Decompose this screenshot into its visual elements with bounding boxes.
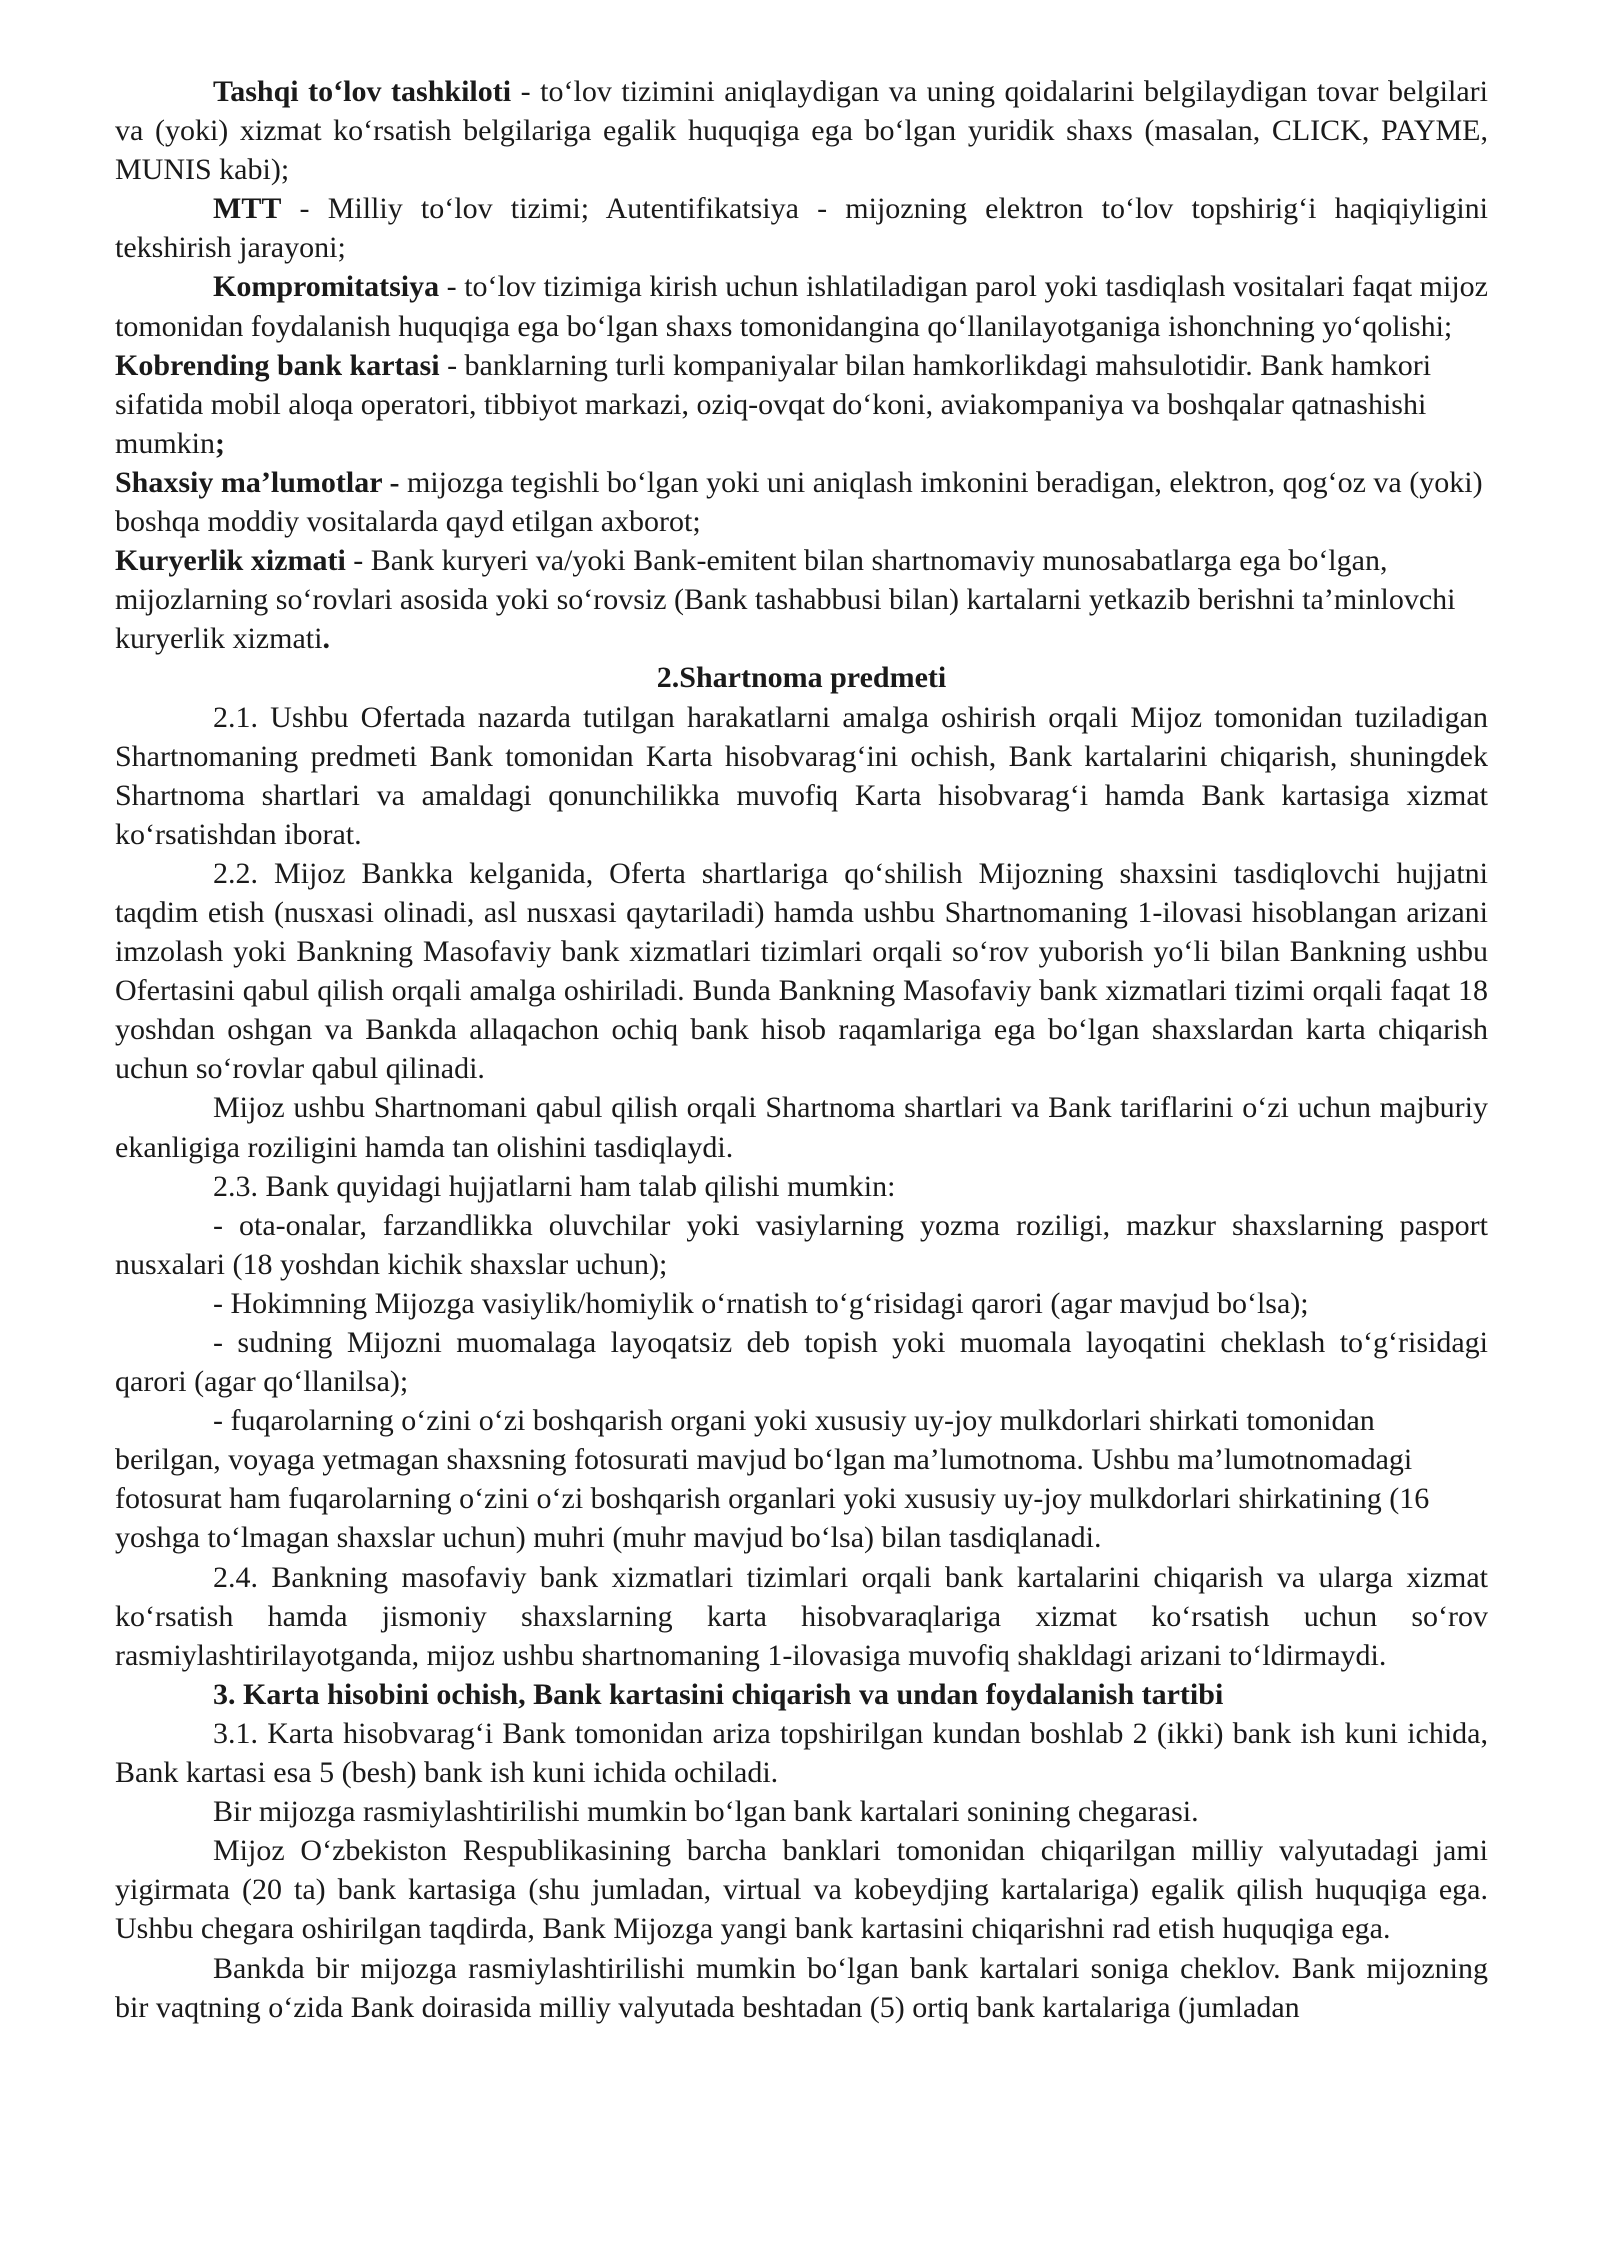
term: Kompromitatsiya xyxy=(213,270,440,304)
definition-external-payment-org xyxy=(115,72,1488,189)
list-item: - fuqarolarning o‘zini o‘zi boshqarish organi yoki xususiy uy-joy mulkdorlari shirkati tomonidan berilgan, voyaga yetmagan shaxsning fotosurati mavjud bo‘lgan ma’lumotnoma. Ushbu ma’lumotnomadagi fotosurat ham fuqarolarning o‘zini o‘zi boshqarish organlari yoki xususiy uy-joy mulkdorlari shirkatining (16 yoshga to‘lmagan shaxslar uchun) muhri (muhr mavjud bo‘lsa) bilan tasdiqlanadi. xyxy=(115,1404,1430,1555)
term: Tashqi to‘lov tashkiloti xyxy=(213,75,512,108)
term: Kobrending bank kartasi xyxy=(115,348,440,382)
definition-text: - banklarning turli kompaniyalar bilan hamkorlikdagi mahsulotidir. Bank hamkori sifatida mobil aloqa operatori, tibbiyot markazi, oziq-ovqat do‘koni, aviakompaniya va boshqalar qatnashishi mumkin xyxy=(115,348,1432,460)
definition-cobranding-card xyxy=(115,346,1488,463)
list-item: - Hokimning Mijozga vasiylik/homiylik o‘rnatish to‘g‘risidagi qarori (agar mavjud bo‘lsa); xyxy=(213,1286,1309,1320)
term: MTT xyxy=(213,192,282,226)
definition-text: - to‘lov tizimini aniqlaydigan va uning qoidalarini belgilaydigan tovar belgilari va (yoki) xizmat ko‘rsatish belgilariga egalik huquqiga ega bo‘lgan yuridik shaxs (masalan, CLICK, PAYME, MUNIS kabi); xyxy=(115,75,1488,187)
definition-text: - to‘lov tizimiga kirish uchun ishlatiladigan parol yoki tasdiqlash vositalari faqat mijoz tomonidan foydalanish huquqiga ega bo‘lgan shaxs tomonidangina qo‘llanilayotganiga ishonchning yo‘qolishi; xyxy=(115,270,1488,343)
definition-end: ; xyxy=(215,426,226,460)
clause-2-3: 2.3. Bank quyidagi hujjatlarni ham talab qilishi mumkin: xyxy=(213,1169,896,1203)
clause-2-1: 2.1. Ushbu Ofertada nazarda tutilgan harakatlarni amalga oshirish orqali Mijoz tomonidan tuziladigan Shartnomaning predmeti Bank tomonidan Karta hisobvarag‘ini ochish, Bank kartalarini chiqarish, shuningdek Shartnoma shartlari va amaldagi qonunchilikka muvofiq Karta hisobvarag‘i hamda Bank kartasiga xizmat ko‘rsatishdan iborat. xyxy=(115,700,1488,851)
definition-mtt xyxy=(115,189,1488,267)
definition-courier-service xyxy=(115,541,1488,658)
definition-end: . xyxy=(322,622,330,656)
clause-2-2: 2.2. Mijoz Bankka kelganida, Oferta shartlariga qo‘shilish Mijozning shaxsini tasdiqlovchi hujjatni taqdim etish (nusxasi olinadi, asl nusxasi qaytariladi) hamda ushbu Shartnomaning 1-ilovasi hisoblangan arizani imzolash yoki Bankning Masofaviy bank xizmatlari tizimlari orqali so‘rov yuborish yo‘li bilan Bankning ushbu Ofertasini qabul qilish orqali amalga oshiriladi. Bunda Bankning Masofaviy bank xizmatlari tizimi orqali faqat 18 yoshdan oshgan va Bankda allaqachon ochiq bank hisob raqamlariga ega bo‘lgan shaxslardan karta chiqarish uchun so‘rovlar qabul qilinadi. xyxy=(115,856,1488,1086)
term: Shaxsiy ma’lumotlar - xyxy=(115,465,400,499)
section-heading-2: 2.Shartnoma predmeti xyxy=(656,661,947,695)
clause-2-2-acceptance: Mijoz ushbu Shartnomani qabul qilish orqali Shartnoma shartlari va Bank tariflarini o‘zi uchun majburiy ekanligiga roziligini hamda tan olishini tasdiqlaydi. xyxy=(115,1091,1488,1164)
term: Kuryerlik xizmati xyxy=(115,544,346,578)
clause-2-4: 2.4. Bankning masofaviy bank xizmatlari tizimlari orqali bank kartalarini chiqarish va ularga xizmat ko‘rsatish hamda jismoniy shaxslarning karta hisobvaraqlariga xizmat ko‘rsatish uchun so‘rov rasmiylashtirilayotganda, mijoz ushbu shartnomaning 1-ilovasiga muvofiq shakldagi arizani to‘ldirmaydi. xyxy=(115,1560,1488,1672)
definition-text: mijozga tegishli bo‘lgan yoki uni aniqlash imkonini beradigan, elektron, qog‘oz va (yoki) boshqa moddiy vositalarda qayd etilgan axborot; xyxy=(115,465,1483,539)
section-heading-3: 3. Karta hisobini ochish, Bank kartasini chiqarish va undan foydalanish tartibi xyxy=(213,1677,1224,1711)
definition-compromise xyxy=(115,267,1488,345)
list-item: - ota-onalar, farzandlikka oluvchilar yoki vasiylarning yozma roziligi, mazkur shaxslarning pasport nusxalari (18 yoshdan kichik shaxslar uchun); xyxy=(115,1208,1488,1281)
clause-3-1-bank-limit: Bankda bir mijozga rasmiylashtirilishi mumkin bo‘lgan bank kartalari soniga cheklov. Bank mijozning bir vaqtning o‘zida Bank doirasida milliy valyutada beshtadan (5) ortiq bank kartalariga (jumladan xyxy=(115,1951,1488,2024)
clause-3-1-limit-title: Bir mijozga rasmiylashtirilishi mumkin bo‘lgan bank kartalari sonining chegarasi. xyxy=(213,1795,1199,1829)
definition-text: - Milliy to‘lov tizimi; Autentifikatsiya - mijozning elektron to‘lov topshirig‘i haqiqiyligini tekshirish jarayoni; xyxy=(115,192,1488,265)
clause-3-1: 3.1. Karta hisobvarag‘i Bank tomonidan ariza topshirilgan kundan boshlab 2 (ikki) bank ish kuni ichida, Bank kartasi esa 5 (besh) bank ish kuni ichida ochiladi. xyxy=(115,1716,1488,1790)
definition-text: - Bank kuryeri va/yoki Bank-emitent bilan shartnomaviy munosabatlarga ega bo‘lgan, mijozlarning so‘rovlari asosida yoki so‘rovsiz (Bank tashabbusi bilan) kartalarni yetkazib berishni ta’minlovchi kuryerlik xizmati xyxy=(115,544,1456,656)
list-item: - sudning Mijozni muomalaga layoqatsiz deb topish yoki muomala layoqatini cheklash to‘g‘risidagi qarori (agar qo‘llanilsa); xyxy=(115,1326,1488,1399)
definition-personal-data xyxy=(115,463,1488,541)
clause-3-1-limit-text: Mijoz O‘zbekiston Respublikasining barcha banklari tomonidan chiqarilgan milliy valyutadagi jami yigirmata (20 ta) bank kartasiga (shu jumladan, virtual va kobeydjing kartalariga) egalik qilish huquqiga ega. Ushbu chegara oshirilgan taqdirda, Bank Mijozga yangi bank kartasini chiqarishni rad etish huquqiga ega. xyxy=(115,1834,1488,1946)
